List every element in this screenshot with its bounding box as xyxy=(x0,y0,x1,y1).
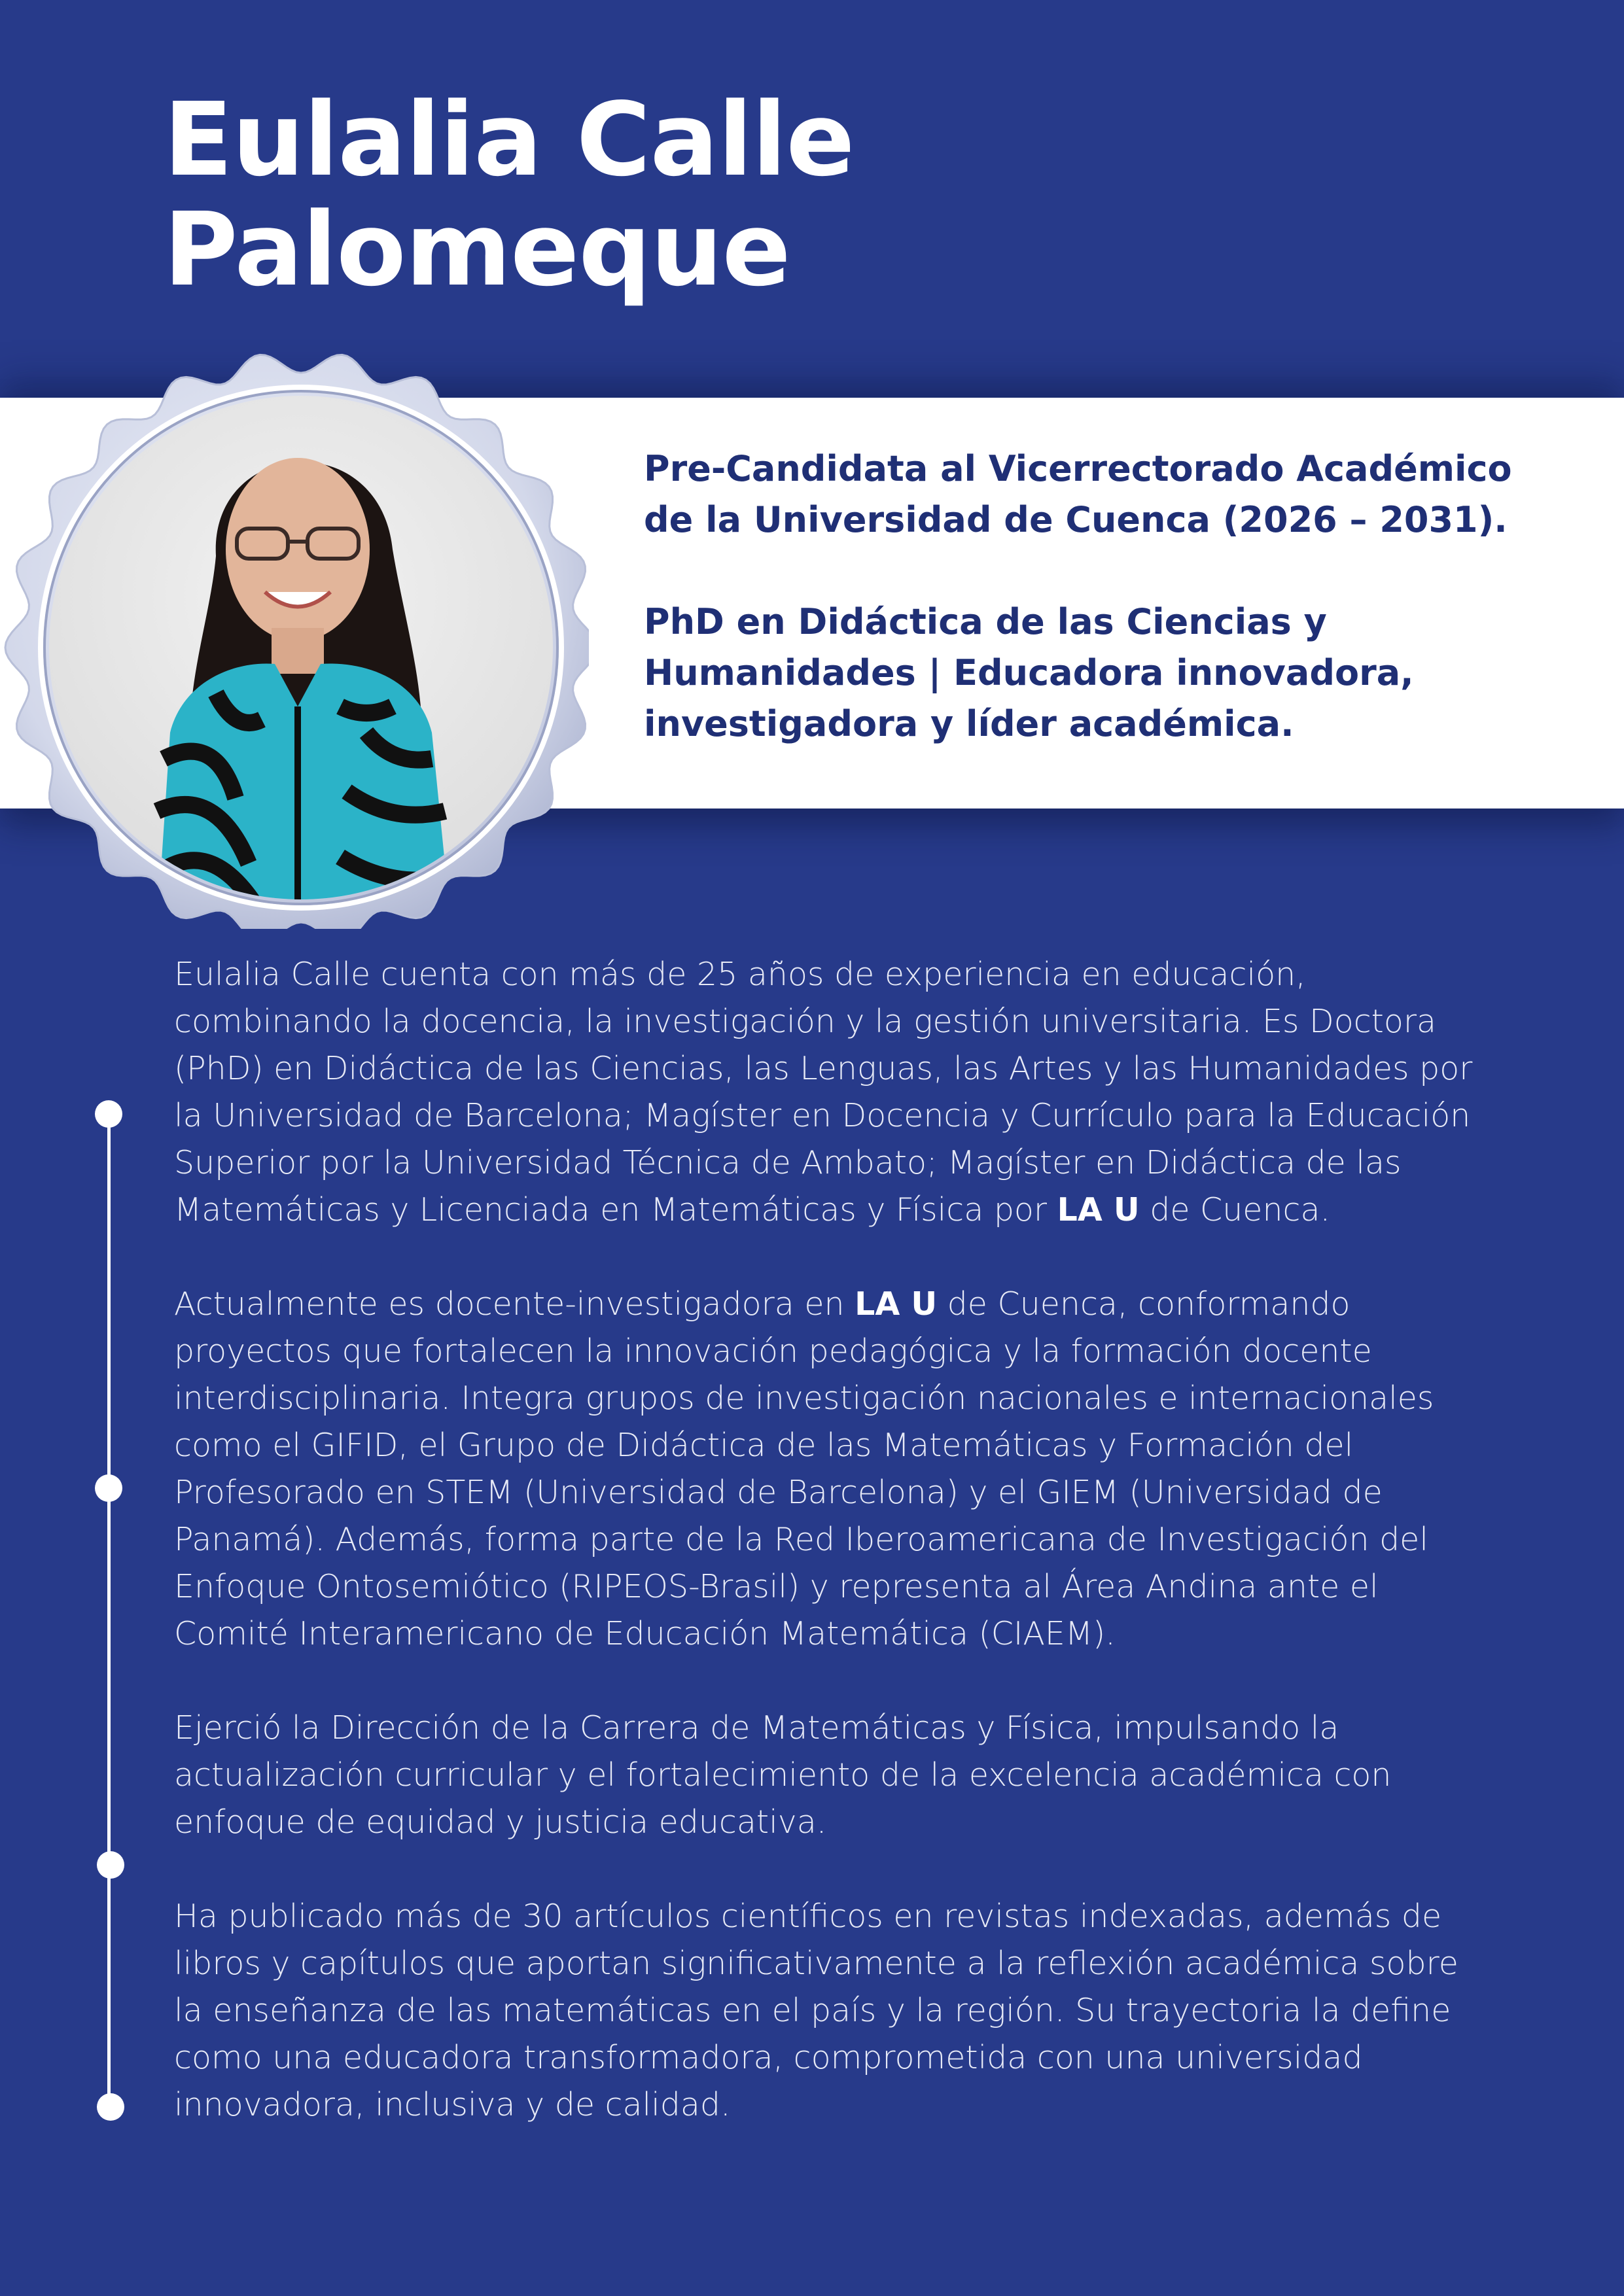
bio-paragraph-leadership: Ejerció la Dirección de la Carrera de Matemáticas y Física, impulsando la actualización curricular y el fortalecimiento de la excelencia académica con enfoque de equidad y justicia educativa. xyxy=(174,1709,1392,1841)
headline-block xyxy=(644,444,1560,750)
timeline-dot-icon xyxy=(95,1474,122,1502)
bio-p1-text: Eulalia Calle cuenta con más de 25 años de experiencia en educación, combinando la docencia, la investigación y la gestión universitaria. Es Doctora (PhD) en Didáctica de las Ciencias, las Lenguas, las Artes y las Humanidades por la Universidad de Barcelona; Magíster en Docencia y Currículo para la Educación Superior por la Universidad Técnica de Ambato; Magíster en Didáctica de las Matemáticas y Licenciada en Matemáticas y Física por xyxy=(174,956,1473,1228)
bio-paragraph-research xyxy=(174,1281,1496,1658)
bio-paragraph-publications: Ha publicado más de 30 artículos científicos en revistas indexadas, además de libros y capítulos que aportan significativamente a la reflexión académica sobre la enseñanza de las matemáticas en el país y la región. Su trayectoria la define como una educadora transformadora, comprometida con una universidad innovadora, inclusiva y de calidad. xyxy=(174,1898,1458,2123)
bio-p1-emphasis: LA U xyxy=(1057,1191,1140,1228)
name-line-2: Palomeque xyxy=(164,190,790,309)
headline-candidacy: Pre-Candidata al Vicerrectorado Académico de la Universidad de Cuenca (2026 – 2031). xyxy=(644,448,1512,540)
timeline-line xyxy=(107,1113,111,2108)
candidate-name xyxy=(164,80,855,309)
portrait-badge xyxy=(0,340,589,929)
timeline-dot-icon xyxy=(97,2093,124,2121)
biography xyxy=(174,951,1496,2129)
bio-p2-text: Actualmente es docente-investigadora en xyxy=(174,1285,855,1323)
timeline-dot-icon xyxy=(95,1100,122,1128)
name-line-1: Eulalia Calle xyxy=(164,80,855,199)
bio-p1-end: de Cuenca. xyxy=(1139,1191,1331,1228)
bio-p2-emphasis: LA U xyxy=(855,1285,938,1323)
bio-paragraph-education xyxy=(174,951,1496,1234)
headline-credentials: PhD en Didáctica de las Ciencias y Humanidades | Educadora innovadora, investigadora y líder académica. xyxy=(644,601,1414,744)
bio-p2-end: de Cuenca, conformando proyectos que fortalecen la innovación pedagógica y la formación docente interdisciplinaria. Integra grupos de investigación nacionales e internacionales como el GIFID, el Grupo de Didáctica de las Matemáticas y Formación del Profesorado en STEM (Universidad de Barcelona) y el GIEM (Universidad de Panamá). Además, forma parte de la Red Iberoamericana de Investigación del Enfoque Ontosemiótico (RIPEOS-Brasil) y representa al Área Andina ante el Comité Interamericano de Educación Matemática (CIAEM). xyxy=(174,1285,1434,1652)
timeline-dot-icon xyxy=(97,1851,124,1879)
